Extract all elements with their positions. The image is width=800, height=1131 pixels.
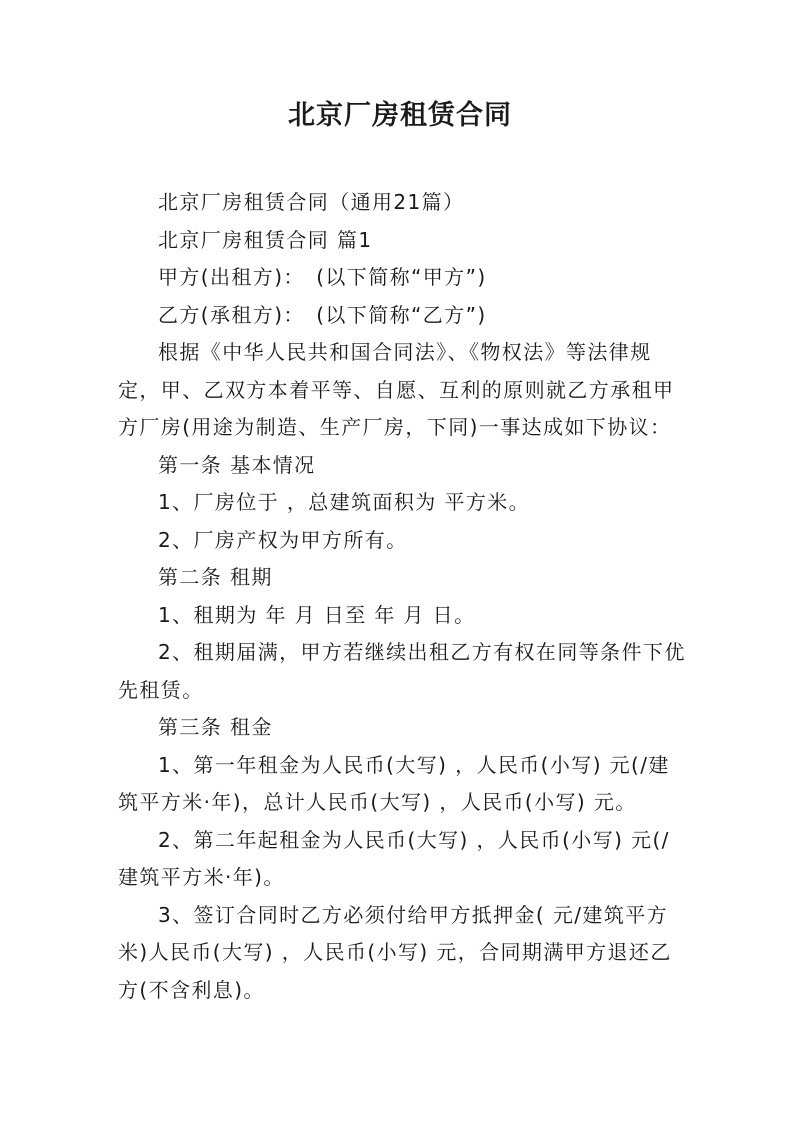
paragraph-party-a: 甲方(出租方)： (以下简称“甲方”) <box>158 265 487 289</box>
paragraph-party-b: 乙方(承租方)： (以下简称“乙方”) <box>158 302 487 327</box>
paragraph-preamble: 根据《中华人民共和国合同法》、《物权法》等法律规定，甲、乙双方本着平等、自愿、互利的原则就乙方承租甲方厂房(用途为制造、生产厂房，下同)一事达成如下协议： <box>118 340 675 439</box>
paragraph-article-3-item-2: 2、第二年起租金为人民币(大写) ，人民币(小写) 元(/建筑平方米·年)。 <box>118 827 670 889</box>
paragraph-section-heading: 北京厂房租赁合同 篇1 <box>158 227 373 252</box>
paragraph-article-1-item-1: 1、厂房位于 ，总建筑面积为 平方米。 <box>158 490 531 514</box>
paragraph-article-2-item-2: 2、租期届满，甲方若继续出租乙方有权在同等条件下优先租赁。 <box>118 640 686 702</box>
paragraph-article-3-item-3: 3、签订合同时乙方必须付给甲方抵押金( 元/建筑平方米)人民币(大写) ，人民币(小写) 元，合同期满甲方退还乙方(不含利息)。 <box>118 902 672 1002</box>
paragraph-subtitle: 北京厂房租赁合同（通用21篇） <box>158 190 465 214</box>
paragraph-article-2-item-1: 1、租期为 年 月 日至 年 月 日。 <box>158 602 476 627</box>
paragraph-article-3-item-1: 1、第一年租金为人民币(大写) ，人民币(小写) 元(/建筑平方米·年)，总计人民币(大写) ，人民币(小写) 元。 <box>118 752 670 814</box>
paragraph-article-2-heading: 第二条 租期 <box>158 565 273 589</box>
paragraph-article-3-heading: 第三条 租金 <box>158 715 273 739</box>
document-title: 北京厂房租赁合同 <box>288 100 512 131</box>
document-body <box>118 184 688 1009</box>
paragraph-article-1-heading: 第一条 基本情况 <box>158 452 316 477</box>
paragraph-article-1-item-2: 2、厂房产权为甲方所有。 <box>158 527 408 552</box>
